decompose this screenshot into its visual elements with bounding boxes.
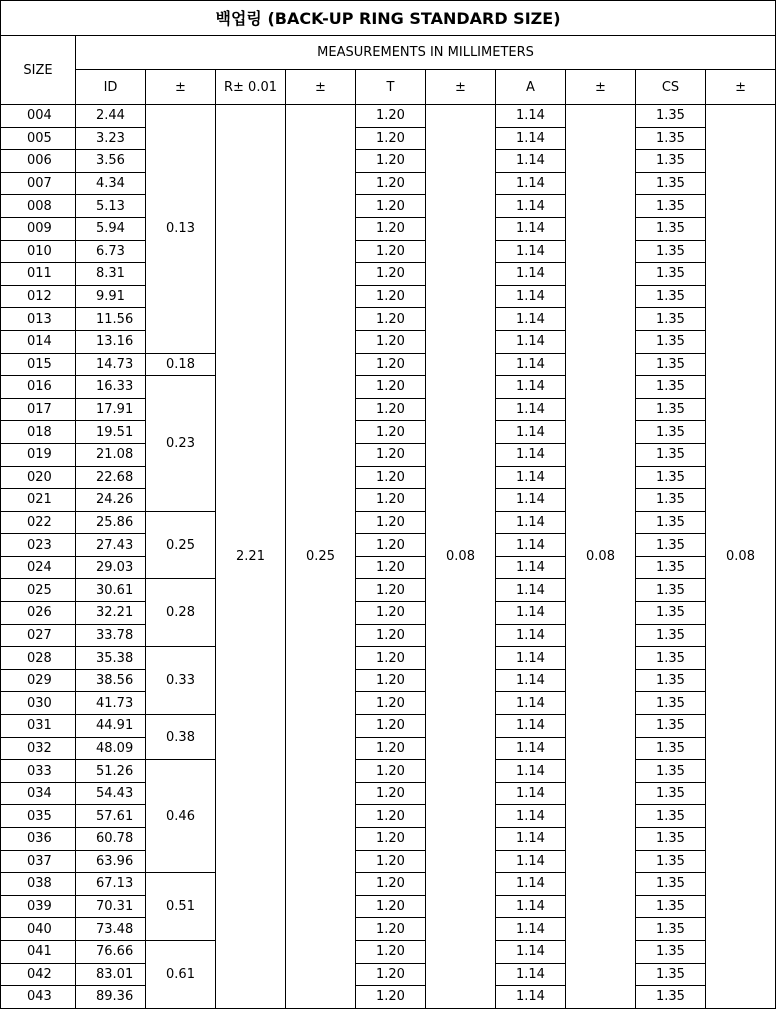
a-cell: 1.14: [496, 376, 566, 399]
size-cell: 004: [1, 105, 76, 128]
a-cell: 1.14: [496, 285, 566, 308]
table-row: [1, 421, 776, 444]
id-tolerance-cell: 0.33: [146, 647, 216, 715]
t-cell: 1.20: [356, 443, 426, 466]
t-cell: 1.20: [356, 217, 426, 240]
size-cell: 028: [1, 647, 76, 670]
cs-cell: 1.35: [636, 579, 706, 602]
id-tolerance-cell: 0.61: [146, 940, 216, 1008]
id-cell: 60.78: [76, 828, 146, 851]
cs-cell: 1.35: [636, 489, 706, 512]
size-cell: 031: [1, 715, 76, 738]
id-cell: 8.31: [76, 263, 146, 286]
size-cell: 012: [1, 285, 76, 308]
table-row: [1, 647, 776, 670]
cs-cell: 1.35: [636, 172, 706, 195]
id-tolerance-cell: 0.46: [146, 760, 216, 873]
id-cell: 67.13: [76, 873, 146, 896]
table-row: [1, 263, 776, 286]
a-cell: 1.14: [496, 195, 566, 218]
a-cell: 1.14: [496, 556, 566, 579]
table-row: [1, 172, 776, 195]
a-cell: 1.14: [496, 511, 566, 534]
table-row: [1, 195, 776, 218]
size-cell: 015: [1, 353, 76, 376]
table-row: [1, 330, 776, 353]
size-cell: 014: [1, 330, 76, 353]
column-header-r-tolerance: ±: [286, 70, 356, 105]
a-cell: 1.14: [496, 918, 566, 941]
t-cell: 1.20: [356, 737, 426, 760]
table-row: [1, 986, 776, 1009]
table-row: [1, 895, 776, 918]
t-cell: 1.20: [356, 421, 426, 444]
id-cell: 24.26: [76, 489, 146, 512]
table-row: [1, 105, 776, 128]
size-cell: 033: [1, 760, 76, 783]
cs-cell: 1.35: [636, 127, 706, 150]
table-row: [1, 353, 776, 376]
a-cell: 1.14: [496, 263, 566, 286]
id-cell: 22.68: [76, 466, 146, 489]
a-cell: 1.14: [496, 240, 566, 263]
cs-cell: 1.35: [636, 782, 706, 805]
a-cell: 1.14: [496, 602, 566, 625]
t-cell: 1.20: [356, 669, 426, 692]
cs-cell: 1.35: [636, 805, 706, 828]
t-cell: 1.20: [356, 263, 426, 286]
a-cell: 1.14: [496, 624, 566, 647]
size-cell: 016: [1, 376, 76, 399]
t-cell: 1.20: [356, 647, 426, 670]
cs-cell: 1.35: [636, 353, 706, 376]
t-cell: 1.20: [356, 692, 426, 715]
id-cell: 32.21: [76, 602, 146, 625]
id-cell: 41.73: [76, 692, 146, 715]
t-cell: 1.20: [356, 602, 426, 625]
id-cell: 11.56: [76, 308, 146, 331]
table-row: [1, 534, 776, 557]
t-cell: 1.20: [356, 127, 426, 150]
column-header-id: ID: [76, 70, 146, 105]
size-cell: 034: [1, 782, 76, 805]
size-cell: 026: [1, 602, 76, 625]
cs-cell: 1.35: [636, 940, 706, 963]
id-tolerance-cell: 0.18: [146, 353, 216, 376]
cs-cell: 1.35: [636, 963, 706, 986]
table-row: [1, 602, 776, 625]
t-cell: 1.20: [356, 105, 426, 128]
a-cell: 1.14: [496, 150, 566, 173]
size-cell: 024: [1, 556, 76, 579]
t-cell: 1.20: [356, 511, 426, 534]
id-cell: 5.13: [76, 195, 146, 218]
id-cell: 63.96: [76, 850, 146, 873]
t-cell: 1.20: [356, 579, 426, 602]
table-row: [1, 511, 776, 534]
column-header-cs: CS: [636, 70, 706, 105]
t-cell: 1.20: [356, 308, 426, 331]
t-cell: 1.20: [356, 895, 426, 918]
id-cell: 17.91: [76, 398, 146, 421]
id-cell: 27.43: [76, 534, 146, 557]
t-cell: 1.20: [356, 556, 426, 579]
a-cell: 1.14: [496, 489, 566, 512]
cs-cell: 1.35: [636, 240, 706, 263]
column-header-a: A: [496, 70, 566, 105]
cs-cell: 1.35: [636, 217, 706, 240]
size-cell: 021: [1, 489, 76, 512]
table-row: [1, 150, 776, 173]
cs-cell: 1.35: [636, 873, 706, 896]
a-cell: 1.14: [496, 534, 566, 557]
table-row: [1, 217, 776, 240]
t-cell: 1.20: [356, 285, 426, 308]
t-cell: 1.20: [356, 986, 426, 1009]
column-header-a-tolerance: ±: [566, 70, 636, 105]
cs-cell: 1.35: [636, 308, 706, 331]
size-cell: 029: [1, 669, 76, 692]
a-cell: 1.14: [496, 782, 566, 805]
id-cell: 21.08: [76, 443, 146, 466]
cs-cell: 1.35: [636, 466, 706, 489]
a-cell: 1.14: [496, 828, 566, 851]
table-row: [1, 398, 776, 421]
id-tolerance-cell: 0.38: [146, 715, 216, 760]
id-cell: 6.73: [76, 240, 146, 263]
t-cell: 1.20: [356, 150, 426, 173]
table-row: [1, 850, 776, 873]
size-cell: 010: [1, 240, 76, 263]
t-cell: 1.20: [356, 195, 426, 218]
id-cell: 57.61: [76, 805, 146, 828]
cs-cell: 1.35: [636, 556, 706, 579]
id-cell: 35.38: [76, 647, 146, 670]
t-cell: 1.20: [356, 940, 426, 963]
t-cell: 1.20: [356, 782, 426, 805]
column-header-t: T: [356, 70, 426, 105]
cs-cell: 1.35: [636, 602, 706, 625]
id-cell: 14.73: [76, 353, 146, 376]
id-cell: 9.91: [76, 285, 146, 308]
t-tolerance-cell: 0.08: [426, 105, 496, 1009]
table-row: [1, 782, 776, 805]
cs-cell: 1.35: [636, 421, 706, 444]
a-cell: 1.14: [496, 647, 566, 670]
size-cell: 013: [1, 308, 76, 331]
t-cell: 1.20: [356, 489, 426, 512]
column-header-t-tolerance: ±: [426, 70, 496, 105]
a-tolerance-cell: 0.08: [566, 105, 636, 1009]
t-cell: 1.20: [356, 376, 426, 399]
size-cell: 027: [1, 624, 76, 647]
cs-cell: 1.35: [636, 737, 706, 760]
id-cell: 19.51: [76, 421, 146, 444]
a-cell: 1.14: [496, 172, 566, 195]
size-cell: 020: [1, 466, 76, 489]
cs-cell: 1.35: [636, 669, 706, 692]
table-row: [1, 692, 776, 715]
a-cell: 1.14: [496, 986, 566, 1009]
cs-cell: 1.35: [636, 534, 706, 557]
t-cell: 1.20: [356, 624, 426, 647]
size-cell: 022: [1, 511, 76, 534]
a-cell: 1.14: [496, 873, 566, 896]
size-cell: 008: [1, 195, 76, 218]
table-row: [1, 963, 776, 986]
t-cell: 1.20: [356, 760, 426, 783]
size-header: SIZE: [1, 36, 76, 105]
table-row: [1, 805, 776, 828]
t-cell: 1.20: [356, 353, 426, 376]
table-row: [1, 918, 776, 941]
id-cell: 13.16: [76, 330, 146, 353]
cs-cell: 1.35: [636, 105, 706, 128]
size-cell: 035: [1, 805, 76, 828]
cs-cell: 1.35: [636, 624, 706, 647]
table-row: [1, 466, 776, 489]
a-cell: 1.14: [496, 421, 566, 444]
a-cell: 1.14: [496, 805, 566, 828]
table-row: [1, 240, 776, 263]
a-cell: 1.14: [496, 692, 566, 715]
t-cell: 1.20: [356, 828, 426, 851]
size-cell: 018: [1, 421, 76, 444]
size-cell: 009: [1, 217, 76, 240]
t-cell: 1.20: [356, 850, 426, 873]
table-row: [1, 737, 776, 760]
table-row: [1, 624, 776, 647]
a-cell: 1.14: [496, 715, 566, 738]
cs-cell: 1.35: [636, 376, 706, 399]
size-cell: 041: [1, 940, 76, 963]
cs-cell: 1.35: [636, 263, 706, 286]
size-cell: 039: [1, 895, 76, 918]
t-cell: 1.20: [356, 715, 426, 738]
table-row: [1, 760, 776, 783]
id-cell: 3.23: [76, 127, 146, 150]
table-row: [1, 556, 776, 579]
cs-cell: 1.35: [636, 330, 706, 353]
id-cell: 89.36: [76, 986, 146, 1009]
size-cell: 006: [1, 150, 76, 173]
size-cell: 036: [1, 828, 76, 851]
id-cell: 33.78: [76, 624, 146, 647]
id-cell: 3.56: [76, 150, 146, 173]
a-cell: 1.14: [496, 466, 566, 489]
table-row: [1, 489, 776, 512]
table-row: [1, 669, 776, 692]
a-cell: 1.14: [496, 127, 566, 150]
t-cell: 1.20: [356, 398, 426, 421]
cs-cell: 1.35: [636, 828, 706, 851]
size-cell: 040: [1, 918, 76, 941]
id-cell: 29.03: [76, 556, 146, 579]
cs-cell: 1.35: [636, 918, 706, 941]
table-row: [1, 828, 776, 851]
cs-cell: 1.35: [636, 285, 706, 308]
column-header-id-tolerance: ±: [146, 70, 216, 105]
a-cell: 1.14: [496, 353, 566, 376]
id-cell: 38.56: [76, 669, 146, 692]
r-value-cell: 2.21: [216, 105, 286, 1009]
t-cell: 1.20: [356, 466, 426, 489]
a-cell: 1.14: [496, 330, 566, 353]
a-cell: 1.14: [496, 669, 566, 692]
a-cell: 1.14: [496, 895, 566, 918]
id-cell: 70.31: [76, 895, 146, 918]
column-header-cs-tolerance: ±: [706, 70, 776, 105]
size-cell: 005: [1, 127, 76, 150]
size-cell: 011: [1, 263, 76, 286]
id-tolerance-cell: 0.25: [146, 511, 216, 579]
id-cell: 73.48: [76, 918, 146, 941]
t-cell: 1.20: [356, 805, 426, 828]
size-cell: 032: [1, 737, 76, 760]
cs-cell: 1.35: [636, 850, 706, 873]
size-cell: 030: [1, 692, 76, 715]
id-cell: 25.86: [76, 511, 146, 534]
cs-cell: 1.35: [636, 986, 706, 1009]
table-row: [1, 285, 776, 308]
t-cell: 1.20: [356, 918, 426, 941]
cs-cell: 1.35: [636, 647, 706, 670]
cs-cell: 1.35: [636, 398, 706, 421]
table-row: [1, 579, 776, 602]
id-cell: 48.09: [76, 737, 146, 760]
table-row: [1, 873, 776, 896]
size-cell: 025: [1, 579, 76, 602]
id-cell: 16.33: [76, 376, 146, 399]
table-row: [1, 940, 776, 963]
cs-tolerance-cell: 0.08: [706, 105, 776, 1009]
id-tolerance-cell: 0.28: [146, 579, 216, 647]
table-row: [1, 715, 776, 738]
a-cell: 1.14: [496, 737, 566, 760]
a-cell: 1.14: [496, 579, 566, 602]
a-cell: 1.14: [496, 443, 566, 466]
t-cell: 1.20: [356, 240, 426, 263]
a-cell: 1.14: [496, 940, 566, 963]
table-title: 백업링 (BACK-UP RING STANDARD SIZE): [1, 1, 776, 36]
table-row: [1, 376, 776, 399]
cs-cell: 1.35: [636, 895, 706, 918]
id-cell: 44.91: [76, 715, 146, 738]
size-cell: 023: [1, 534, 76, 557]
r-tolerance-cell: 0.25: [286, 105, 356, 1009]
size-cell: 043: [1, 986, 76, 1009]
a-cell: 1.14: [496, 105, 566, 128]
id-tolerance-cell: 0.51: [146, 873, 216, 941]
size-cell: 019: [1, 443, 76, 466]
t-cell: 1.20: [356, 873, 426, 896]
id-cell: 51.26: [76, 760, 146, 783]
t-cell: 1.20: [356, 172, 426, 195]
a-cell: 1.14: [496, 217, 566, 240]
id-cell: 76.66: [76, 940, 146, 963]
cs-cell: 1.35: [636, 692, 706, 715]
size-cell: 017: [1, 398, 76, 421]
id-cell: 54.43: [76, 782, 146, 805]
a-cell: 1.14: [496, 963, 566, 986]
a-cell: 1.14: [496, 398, 566, 421]
a-cell: 1.14: [496, 850, 566, 873]
cs-cell: 1.35: [636, 443, 706, 466]
size-cell: 038: [1, 873, 76, 896]
id-cell: 30.61: [76, 579, 146, 602]
size-cell: 042: [1, 963, 76, 986]
a-cell: 1.14: [496, 760, 566, 783]
t-cell: 1.20: [356, 963, 426, 986]
id-cell: 5.94: [76, 217, 146, 240]
measurements-header: MEASUREMENTS IN MILLIMETERS: [76, 36, 776, 70]
id-cell: 83.01: [76, 963, 146, 986]
cs-cell: 1.35: [636, 715, 706, 738]
table-row: [1, 443, 776, 466]
size-cell: 037: [1, 850, 76, 873]
table-row: [1, 127, 776, 150]
t-cell: 1.20: [356, 534, 426, 557]
id-tolerance-cell: 0.13: [146, 105, 216, 354]
cs-cell: 1.35: [636, 150, 706, 173]
table-row: [1, 308, 776, 331]
cs-cell: 1.35: [636, 511, 706, 534]
id-cell: 4.34: [76, 172, 146, 195]
column-header-r: R± 0.01: [216, 70, 286, 105]
id-tolerance-cell: 0.23: [146, 376, 216, 512]
cs-cell: 1.35: [636, 195, 706, 218]
t-cell: 1.20: [356, 330, 426, 353]
id-cell: 2.44: [76, 105, 146, 128]
a-cell: 1.14: [496, 308, 566, 331]
cs-cell: 1.35: [636, 760, 706, 783]
size-cell: 007: [1, 172, 76, 195]
